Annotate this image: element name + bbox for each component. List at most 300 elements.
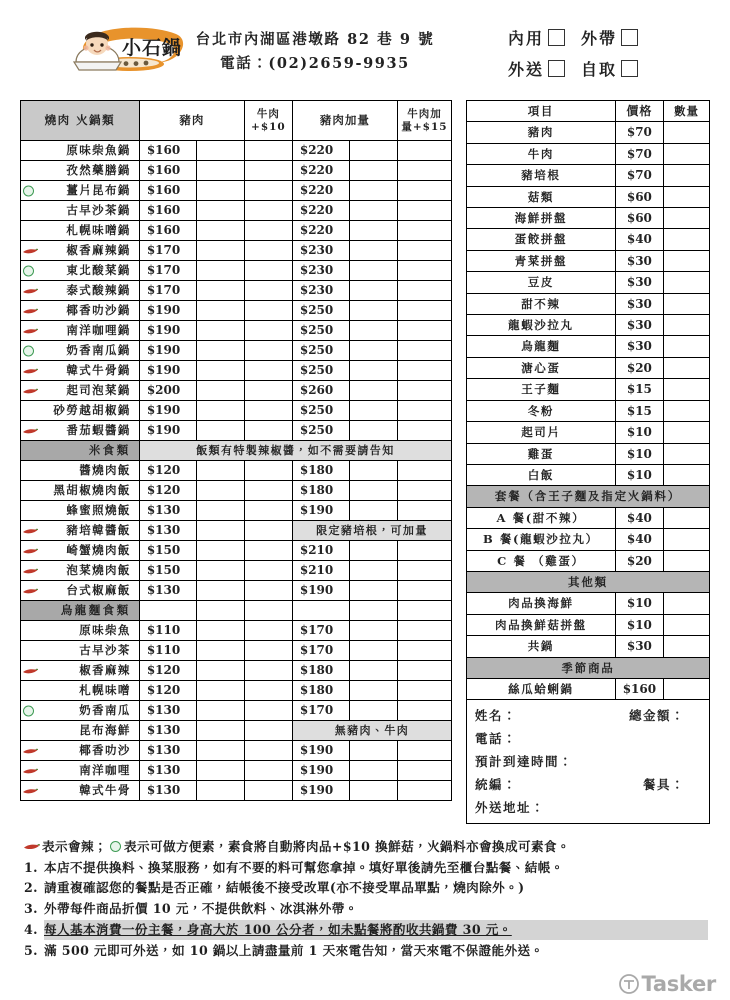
pork-qty-input[interactable] (196, 221, 244, 241)
pork-price: $130 (139, 581, 196, 601)
pork-qty-input[interactable] (196, 581, 244, 601)
menu-row[interactable] (21, 161, 452, 181)
beef-qty-input[interactable] (244, 401, 292, 421)
addon-qty-input[interactable] (664, 357, 710, 378)
beef-qty-input[interactable] (244, 641, 292, 661)
vegetarian-icon (23, 705, 34, 716)
pork-qty-input[interactable] (196, 761, 244, 781)
menu-row[interactable] (21, 221, 452, 241)
item-name-cell: 台式椒麻飯 (21, 581, 140, 601)
chili-icon (23, 761, 38, 780)
legend-line (24, 837, 708, 857)
menu-row[interactable] (21, 581, 452, 601)
beef-extra-qty-input[interactable] (397, 741, 451, 761)
addons-table-body (467, 122, 710, 700)
addons-table-head (467, 101, 710, 122)
beef-extra-qty-input[interactable] (397, 141, 451, 161)
beef-qty-input[interactable] (244, 341, 292, 361)
pork-qty-input[interactable] (196, 741, 244, 761)
addon-name: 白飯 (467, 464, 616, 485)
addon-qty-input[interactable] (664, 165, 710, 186)
pork-price: $190 (139, 321, 196, 341)
beef-extra-qty-input[interactable] (397, 681, 451, 701)
beef-extra-qty-input[interactable] (397, 321, 451, 341)
pork-price: $130 (139, 761, 196, 781)
pork-extra-price: $180 (292, 481, 349, 501)
menu-row[interactable] (21, 781, 452, 801)
beef-qty-input[interactable] (244, 501, 292, 521)
legend-veg-text: 表示可做方便素，素食將自動將肉品+$10 換鮮菇，火鍋料亦會換成可素食。 (123, 839, 570, 854)
addon-qty-input[interactable] (664, 272, 710, 293)
beef-extra-qty-input[interactable] (397, 461, 451, 481)
addon-qty-input[interactable] (664, 143, 710, 164)
menu-row[interactable] (21, 501, 452, 521)
addon-name: 蛋餃拼盤 (467, 229, 616, 250)
item-name-cell: 札幌味噌 (21, 681, 140, 701)
addon-name: C 餐 （雞蛋） (467, 550, 616, 571)
menu-row[interactable] (21, 201, 452, 221)
addon-qty-input[interactable] (664, 293, 710, 314)
pork-extra-qty-input[interactable] (349, 661, 397, 681)
pork-extra-qty-input[interactable] (349, 541, 397, 561)
addon-row[interactable] (467, 186, 710, 207)
delivery-address-label: 外送地址： (475, 800, 546, 816)
beef-qty-input[interactable] (244, 741, 292, 761)
pork-extra-qty-input[interactable] (349, 341, 397, 361)
beef-qty-input[interactable] (244, 201, 292, 221)
addon-name: 肉品換海鮮 (467, 593, 616, 614)
addon-row[interactable] (467, 143, 710, 164)
beef-qty-input[interactable] (244, 541, 292, 561)
item-name-cell: 番茄蝦醬鍋 (21, 421, 140, 441)
pork-qty-input[interactable] (196, 781, 244, 801)
pork-qty-input[interactable] (196, 621, 244, 641)
menu-row[interactable] (21, 361, 452, 381)
beef-qty-input[interactable] (244, 141, 292, 161)
pork-extra-qty-input[interactable] (349, 381, 397, 401)
menu-row[interactable] (21, 321, 452, 341)
addon-qty-input[interactable] (664, 336, 710, 357)
order-type-delivery[interactable] (508, 57, 565, 80)
menu-row[interactable] (21, 741, 452, 761)
pork-extra-price: $170 (292, 641, 349, 661)
beef-qty-input[interactable] (244, 301, 292, 321)
menu-body (0, 96, 730, 831)
pork-extra-qty-input[interactable] (349, 781, 397, 801)
checkbox-dine-in[interactable] (548, 29, 565, 46)
beef-qty-input[interactable] (244, 421, 292, 441)
addons-section-header (467, 486, 710, 507)
addon-name: 烏龍麵 (467, 336, 616, 357)
beef-extra-qty-input[interactable] (397, 161, 451, 181)
vegetarian-icon (110, 841, 121, 852)
pork-qty-input[interactable] (196, 381, 244, 401)
item-name-cell: 孜然藥膳鍋 (21, 161, 140, 181)
pork-qty-input[interactable] (196, 561, 244, 581)
section-title: 烏龍麵食類 (21, 601, 140, 621)
beef-extra-qty-input[interactable] (397, 241, 451, 261)
pork-extra-qty-input[interactable] (349, 501, 397, 521)
beef-extra-qty-input[interactable] (397, 381, 451, 401)
addon-qty-input[interactable] (664, 678, 710, 699)
menu-row[interactable] (21, 421, 452, 441)
addon-price: $30 (615, 636, 663, 657)
addon-row[interactable] (467, 678, 710, 699)
addon-qty-input[interactable] (664, 550, 710, 571)
pork-extra-price: $170 (292, 701, 349, 721)
addon-name: 豬肉 (467, 122, 616, 143)
order-type-dine-in-label: 內用 (508, 29, 545, 48)
pork-extra-qty-input[interactable] (349, 581, 397, 601)
pork-extra-qty-input[interactable] (349, 301, 397, 321)
addon-row[interactable] (467, 400, 710, 421)
addon-qty-input[interactable] (664, 250, 710, 271)
pork-extra-qty-input[interactable] (349, 201, 397, 221)
logo-icon (72, 24, 192, 80)
footer-note (24, 858, 708, 878)
item-name-cell: 起司泡菜鍋 (21, 381, 140, 401)
item-name-cell: 泰式酸辣鍋 (21, 281, 140, 301)
beef-extra-qty-input[interactable] (397, 341, 451, 361)
pork-extra-qty-input[interactable] (349, 401, 397, 421)
menu-row[interactable] (21, 141, 452, 161)
addon-row[interactable] (467, 229, 710, 250)
pork-price: $110 (139, 641, 196, 661)
pork-extra-price: $190 (292, 741, 349, 761)
menu-row[interactable] (21, 261, 452, 281)
beef-qty-input[interactable] (244, 621, 292, 641)
addon-qty-input[interactable] (664, 379, 710, 400)
pork-extra-qty-input[interactable] (349, 741, 397, 761)
beef-extra-qty-input[interactable] (397, 561, 451, 581)
addon-price: $70 (615, 122, 663, 143)
checkbox-delivery[interactable] (548, 60, 565, 77)
pork-extra-price: $250 (292, 361, 349, 381)
beef-extra-qty-input[interactable] (397, 781, 451, 801)
addon-price: $20 (615, 357, 663, 378)
menu-row[interactable] (21, 341, 452, 361)
order-type-dine-in[interactable] (508, 26, 565, 49)
form-row-eta (475, 752, 701, 770)
addon-row[interactable] (467, 336, 710, 357)
checkbox-pickup[interactable] (621, 60, 638, 77)
pork-price: $190 (139, 421, 196, 441)
beef-extra-qty-input[interactable] (397, 401, 451, 421)
beef-qty-input[interactable] (244, 561, 292, 581)
addon-name: 王子麵 (467, 379, 616, 400)
beef-qty-input[interactable] (244, 761, 292, 781)
beef-qty-input[interactable] (244, 521, 292, 541)
pork-qty-input[interactable] (196, 341, 244, 361)
order-type-takeout-label: 外帶 (581, 29, 618, 48)
item-name-cell: 黑胡椒燒肉飯 (21, 481, 140, 501)
addon-qty-input[interactable] (664, 593, 710, 614)
row-span-note: 無豬肉、牛肉 (292, 721, 451, 741)
pork-extra-qty-input[interactable] (349, 421, 397, 441)
note-number: 3. (24, 901, 38, 917)
addon-row[interactable] (467, 272, 710, 293)
menu-row[interactable] (21, 281, 452, 301)
addons-section-title: 季節商品 (467, 657, 710, 678)
addon-qty-input[interactable] (664, 186, 710, 207)
pork-qty-input[interactable] (196, 541, 244, 561)
pork-extra-price: $220 (292, 181, 349, 201)
pork-qty-input[interactable] (196, 361, 244, 381)
pork-qty-input[interactable] (196, 261, 244, 281)
pork-extra-price: $260 (292, 381, 349, 401)
pork-extra-qty-input[interactable] (349, 481, 397, 501)
pork-extra-price: $220 (292, 221, 349, 241)
menu-row[interactable] (21, 561, 452, 581)
checkbox-takeout[interactable] (621, 29, 638, 46)
addon-row[interactable] (467, 165, 710, 186)
chili-icon (23, 321, 38, 340)
pork-qty-input[interactable] (196, 281, 244, 301)
pork-qty-input[interactable] (196, 181, 244, 201)
item-name-cell: 崎蟹燒肉飯 (21, 541, 140, 561)
addon-qty-input[interactable] (664, 529, 710, 550)
note-text: 本店不提供換料、換菜服務，如有不要的料可幫您拿掉。填好單後請先至櫃台點餐、結帳。 (44, 859, 564, 875)
pork-extra-qty-input[interactable] (349, 701, 397, 721)
store-phone: 電話：(02)2659-9935 (220, 54, 410, 72)
beef-qty-input[interactable] (244, 221, 292, 241)
header-qty: 數量 (664, 101, 710, 122)
addon-row[interactable] (467, 550, 710, 571)
pork-extra-qty-input[interactable] (349, 281, 397, 301)
hotpot-table-body (21, 141, 452, 801)
beef-extra-qty-input[interactable] (397, 761, 451, 781)
addon-row[interactable] (467, 357, 710, 378)
chili-icon (23, 361, 38, 380)
addon-qty-input[interactable] (664, 400, 710, 421)
beef-extra-qty-input[interactable] (397, 641, 451, 661)
pork-extra-qty-input[interactable] (349, 221, 397, 241)
pork-extra-qty-input[interactable] (349, 561, 397, 581)
pork-qty-input[interactable] (196, 641, 244, 661)
beef-extra-qty-input[interactable] (397, 281, 451, 301)
pork-price: $120 (139, 661, 196, 681)
legend-spicy-text: 表示會辣； (42, 839, 107, 854)
pork-qty-input[interactable] (196, 301, 244, 321)
beef-qty-input[interactable] (244, 781, 292, 801)
menu-row[interactable] (21, 701, 452, 721)
beef-qty-input[interactable] (244, 361, 292, 381)
beef-qty-input[interactable] (244, 581, 292, 601)
beef-qty-input[interactable] (244, 261, 292, 281)
pork-qty-input[interactable] (196, 141, 244, 161)
addon-qty-input[interactable] (664, 422, 710, 443)
pork-extra-qty-input[interactable] (349, 461, 397, 481)
menu-row[interactable] (21, 181, 452, 201)
pork-extra-qty-input[interactable] (349, 161, 397, 181)
pork-qty-input[interactable] (196, 721, 244, 741)
pork-qty-input[interactable] (196, 481, 244, 501)
beef-extra-qty-input[interactable] (397, 501, 451, 521)
pork-extra-qty-input[interactable] (349, 621, 397, 641)
addon-name: 青菜拼盤 (467, 250, 616, 271)
pork-qty-input[interactable] (196, 501, 244, 521)
addon-qty-input[interactable] (664, 208, 710, 229)
addon-qty-input[interactable] (664, 443, 710, 464)
menu-row[interactable] (21, 681, 452, 701)
pork-extra-qty-input[interactable] (349, 241, 397, 261)
beef-qty-input[interactable] (244, 721, 292, 741)
beef-extra-qty-input[interactable] (397, 661, 451, 681)
beef-qty-input[interactable] (244, 681, 292, 701)
addon-price: $10 (615, 464, 663, 485)
form-row-address (475, 798, 701, 816)
beef-extra-qty-input[interactable] (397, 541, 451, 561)
pork-price: $120 (139, 681, 196, 701)
pork-extra-qty-input[interactable] (349, 641, 397, 661)
chili-icon (23, 581, 38, 600)
pork-extra-price: $230 (292, 261, 349, 281)
vegetarian-icon (23, 185, 34, 196)
pork-extra-qty-input[interactable] (349, 141, 397, 161)
pork-price: $190 (139, 301, 196, 321)
addon-qty-input[interactable] (664, 614, 710, 635)
addon-qty-input[interactable] (664, 464, 710, 485)
addon-row[interactable] (467, 422, 710, 443)
beef-qty-input[interactable] (244, 321, 292, 341)
note-text: 外帶每件商品折價 10 元，不提供飲料、冰淇淋外帶。 (44, 901, 358, 917)
chili-icon (23, 521, 38, 540)
pork-qty-input[interactable] (196, 241, 244, 261)
addon-row[interactable] (467, 293, 710, 314)
addon-row[interactable] (467, 250, 710, 271)
pork-qty-input[interactable] (196, 701, 244, 721)
addon-qty-input[interactable] (664, 229, 710, 250)
beef-extra-qty-input[interactable] (397, 361, 451, 381)
menu-row[interactable] (21, 621, 452, 641)
beef-extra-qty-input[interactable] (397, 221, 451, 241)
beef-extra-qty-input[interactable] (397, 701, 451, 721)
pork-qty-input[interactable] (196, 461, 244, 481)
pork-extra-qty-input[interactable] (349, 361, 397, 381)
menu-row[interactable] (21, 481, 452, 501)
svg-text:小石鍋: 小石鍋 (122, 37, 183, 59)
addon-qty-input[interactable] (664, 636, 710, 657)
header-pork-extra: 豬肉加量 (292, 101, 397, 141)
item-name-cell: 札幌味噌鍋 (21, 221, 140, 241)
pork-extra-qty-input[interactable] (349, 181, 397, 201)
pork-qty-input[interactable] (196, 321, 244, 341)
beef-extra-qty-input[interactable] (397, 421, 451, 441)
pork-qty-input[interactable] (196, 661, 244, 681)
beef-qty-input[interactable] (244, 461, 292, 481)
beef-extra-qty-input[interactable] (397, 201, 451, 221)
pork-extra-price: $250 (292, 421, 349, 441)
addon-qty-input[interactable] (664, 315, 710, 336)
beef-extra-qty-input[interactable] (397, 621, 451, 641)
addon-price: $15 (615, 379, 663, 400)
addon-row[interactable] (467, 379, 710, 400)
beef-extra-qty-input[interactable] (397, 181, 451, 201)
beef-extra-qty-input[interactable] (397, 301, 451, 321)
tasker-watermark (619, 972, 717, 996)
note-text: 請重複確認您的餐點是否正確，結帳後不接受改單(亦不接受單品單點，燒肉除外。) (44, 880, 525, 896)
addon-name: 絲瓜蛤蜊鍋 (467, 678, 616, 699)
menu-row[interactable] (21, 541, 452, 561)
addon-qty-input[interactable] (664, 122, 710, 143)
menu-row[interactable] (21, 461, 452, 481)
order-type-pickup-label: 自取 (581, 60, 618, 79)
addon-price: $40 (615, 529, 663, 550)
section-title: 米食類 (21, 441, 140, 461)
pork-extra-qty-input[interactable] (349, 761, 397, 781)
menu-row[interactable] (21, 401, 452, 421)
pork-qty-input[interactable] (196, 401, 244, 421)
hotpot-header-row (21, 101, 452, 141)
beef-qty-input[interactable] (244, 241, 292, 261)
menu-row[interactable] (21, 721, 452, 741)
menu-row[interactable] (21, 521, 452, 541)
beef-qty-input[interactable] (244, 161, 292, 181)
order-type-takeout[interactable] (581, 26, 638, 49)
addon-row[interactable] (467, 636, 710, 657)
addon-row[interactable] (467, 315, 710, 336)
addon-name: 雞蛋 (467, 443, 616, 464)
vegetarian-icon (23, 345, 34, 356)
beef-qty-input[interactable] (244, 661, 292, 681)
addon-name: 豆皮 (467, 272, 616, 293)
pork-price: $190 (139, 401, 196, 421)
pork-extra-qty-input[interactable] (349, 681, 397, 701)
beef-qty-input[interactable] (244, 281, 292, 301)
pork-extra-price: $250 (292, 321, 349, 341)
beef-qty-input[interactable] (244, 381, 292, 401)
addon-row[interactable] (467, 122, 710, 143)
menu-row[interactable] (21, 301, 452, 321)
pork-qty-input[interactable] (196, 681, 244, 701)
pork-extra-price: $250 (292, 341, 349, 361)
addon-row[interactable] (467, 593, 710, 614)
beef-extra-qty-input[interactable] (397, 261, 451, 281)
addon-qty-input[interactable] (664, 507, 710, 528)
addon-price: $10 (615, 593, 663, 614)
menu-row[interactable] (21, 661, 452, 681)
logo-block (20, 18, 183, 80)
pork-qty-input[interactable] (196, 521, 244, 541)
pork-qty-input[interactable] (196, 421, 244, 441)
menu-row[interactable] (21, 761, 452, 781)
addon-name: 甜不辣 (467, 293, 616, 314)
menu-row[interactable] (21, 641, 452, 661)
pork-price: $130 (139, 521, 196, 541)
pork-qty-input[interactable] (196, 201, 244, 221)
addon-row[interactable] (467, 464, 710, 485)
pork-qty-input[interactable] (196, 161, 244, 181)
beef-extra-qty-input[interactable] (397, 581, 451, 601)
addon-row[interactable] (467, 208, 710, 229)
beef-qty-input[interactable] (244, 481, 292, 501)
menu-row[interactable] (21, 241, 452, 261)
beef-extra-qty-input[interactable] (397, 481, 451, 501)
addon-row[interactable] (467, 529, 710, 550)
addon-row[interactable] (467, 443, 710, 464)
beef-qty-input[interactable] (244, 701, 292, 721)
footer-notes (0, 831, 730, 961)
addon-row[interactable] (467, 614, 710, 635)
pork-extra-qty-input[interactable] (349, 321, 397, 341)
order-type-pickup[interactable] (581, 57, 638, 80)
addon-row[interactable] (467, 507, 710, 528)
address-block (170, 18, 490, 76)
addon-price: $30 (615, 336, 663, 357)
menu-row[interactable] (21, 381, 452, 401)
pork-extra-qty-input[interactable] (349, 261, 397, 281)
beef-qty-input[interactable] (244, 181, 292, 201)
